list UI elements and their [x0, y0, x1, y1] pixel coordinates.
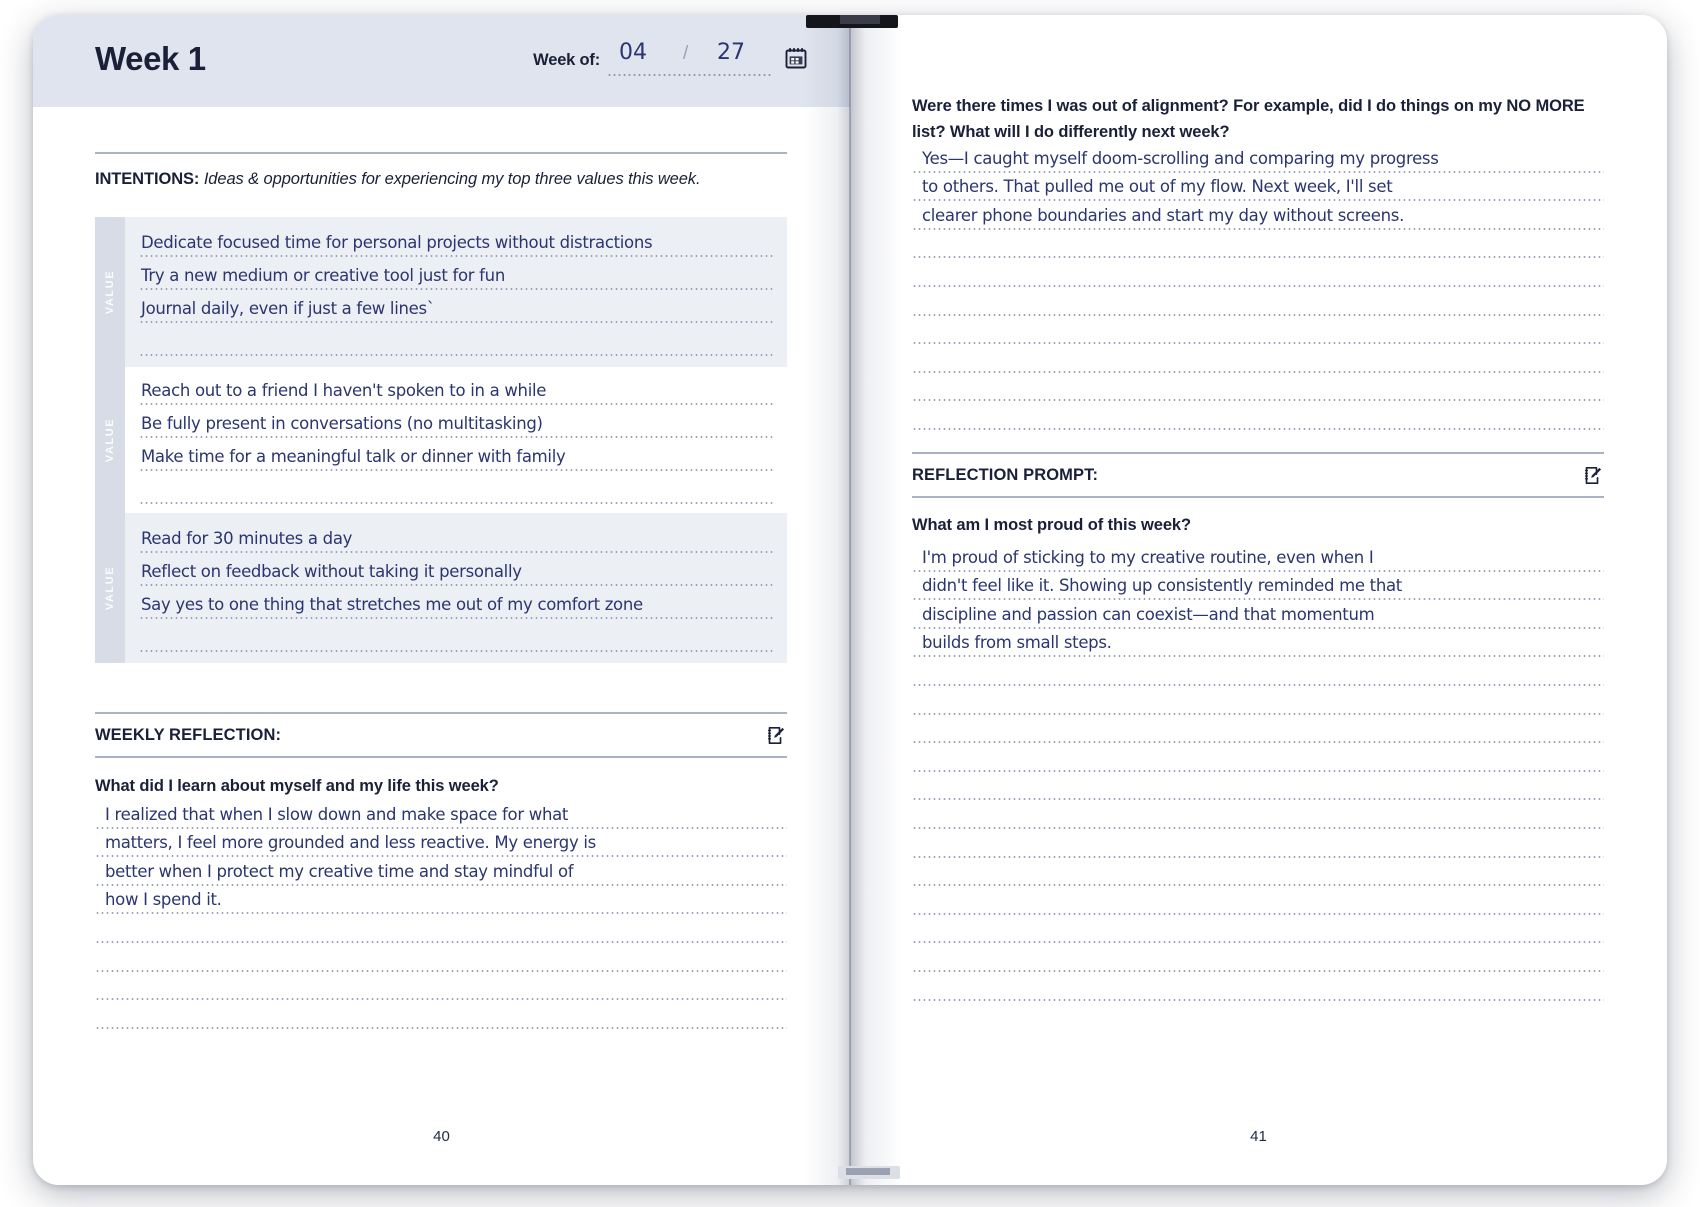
- dotted-rule: [912, 741, 1604, 743]
- gutter-shading-left: [804, 15, 850, 1185]
- reflection-prompt-section: [912, 452, 1604, 498]
- value-line-text: Make time for a meaningful talk or dinner with family: [141, 447, 566, 466]
- dotted-rule: [912, 342, 1604, 344]
- dotted-rule: [912, 770, 1604, 772]
- section-header-row: [912, 454, 1604, 496]
- value-line[interactable]: [139, 325, 775, 358]
- dotted-rule: [912, 314, 1604, 316]
- value-line-text: Dedicate focused time for personal projects without distractions: [141, 233, 653, 252]
- edit-note-icon[interactable]: [766, 725, 787, 746]
- value-line[interactable]: [139, 588, 775, 621]
- answer-line-text: discipline and passion can coexist—and that momentum: [922, 604, 1375, 624]
- answer-line[interactable]: [912, 801, 1604, 830]
- page-title: Week 1: [95, 40, 206, 77]
- reflection-prompt-answer[interactable]: [912, 544, 1604, 1002]
- dotted-rule: [139, 502, 775, 504]
- value-lines-3: [125, 513, 787, 663]
- reflection-prompt-question: What am I most proud of this week?: [912, 516, 1191, 534]
- answer-line[interactable]: [912, 544, 1604, 573]
- dotted-rule: [95, 970, 787, 972]
- dotted-rule: [912, 285, 1604, 287]
- dotted-rule: [912, 399, 1604, 401]
- dotted-rule: [912, 941, 1604, 943]
- answer-line[interactable]: [95, 887, 787, 916]
- intentions-heading: [95, 170, 700, 189]
- week-of-separator: /: [683, 43, 689, 64]
- dotted-rule: [912, 256, 1604, 258]
- spine-bottom-nub-inner: [846, 1168, 890, 1175]
- dotted-rule: [139, 584, 775, 586]
- answer-line[interactable]: [95, 944, 787, 973]
- value-tab-label: VALUE: [104, 565, 116, 611]
- value-tab-3: [95, 513, 125, 663]
- value-line-text: Reach out to a friend I haven't spoken to in a while: [141, 381, 547, 400]
- value-line[interactable]: [139, 440, 775, 473]
- value-block-1: [95, 217, 787, 367]
- dotted-rule: [95, 827, 787, 829]
- answer-line[interactable]: [912, 630, 1604, 659]
- answer-line[interactable]: [912, 859, 1604, 888]
- value-line[interactable]: [139, 226, 775, 259]
- dotted-rule: [139, 617, 775, 619]
- answer-line[interactable]: [95, 915, 787, 944]
- answer-line[interactable]: [95, 973, 787, 1002]
- answer-line-text: how I spend it.: [105, 890, 222, 910]
- answer-line[interactable]: [912, 773, 1604, 802]
- value-line[interactable]: [139, 292, 775, 325]
- alignment-question: Were there times I was out of alignment? For example, did I do things on my NO MORE list? What will I do differently next week?: [912, 97, 1585, 141]
- dotted-rule: [95, 1027, 787, 1029]
- intentions-description: Ideas & opportunities for experiencing my top three values this week.: [203, 170, 701, 188]
- value-line-text: Try a new medium or creative tool just for fun: [141, 266, 506, 285]
- value-block-2: [95, 365, 787, 515]
- dotted-rule: [912, 684, 1604, 686]
- right-page: [850, 15, 1667, 1185]
- dotted-rule: [912, 570, 1604, 572]
- answer-line-text: matters, I feel more grounded and less reactive. My energy is: [105, 833, 596, 853]
- intentions-top-rule: [95, 152, 787, 154]
- dotted-rule: [139, 321, 775, 323]
- value-line[interactable]: [139, 621, 775, 654]
- answer-line[interactable]: [912, 916, 1604, 945]
- value-line[interactable]: [139, 555, 775, 588]
- week-of-month-value: 04: [619, 40, 647, 65]
- answer-line[interactable]: [912, 231, 1604, 260]
- answer-line[interactable]: [912, 402, 1604, 431]
- spine-top-nub-inner: [840, 15, 880, 24]
- reflection-prompt-title: REFLECTION PROMPT:: [912, 465, 1099, 484]
- dotted-rule: [912, 228, 1604, 230]
- value-lines-1: [125, 217, 787, 367]
- calendar-icon[interactable]: [784, 46, 808, 75]
- value-line[interactable]: [139, 407, 775, 440]
- alignment-answer[interactable]: [912, 145, 1604, 431]
- answer-line[interactable]: [912, 887, 1604, 916]
- answer-line-text: to others. That pulled me out of my flow. Next week, I'll set: [922, 177, 1393, 197]
- dotted-rule: [912, 371, 1604, 373]
- dotted-rule: [139, 403, 775, 405]
- value-line[interactable]: [139, 374, 775, 407]
- value-tab-label: VALUE: [104, 269, 116, 315]
- section-bottom-rule: [95, 756, 787, 758]
- value-line[interactable]: [139, 259, 775, 292]
- section-header-row: [95, 714, 787, 756]
- edit-note-icon[interactable]: [1583, 465, 1604, 486]
- open-journal-book: [33, 15, 1667, 1185]
- dotted-rule: [912, 199, 1604, 201]
- dotted-rule: [912, 713, 1604, 715]
- answer-line[interactable]: [912, 317, 1604, 346]
- answer-line[interactable]: [912, 174, 1604, 203]
- answer-line[interactable]: [912, 345, 1604, 374]
- value-tab-2: [95, 365, 125, 515]
- dotted-rule: [139, 469, 775, 471]
- dotted-rule: [912, 827, 1604, 829]
- dotted-rule: [912, 913, 1604, 915]
- answer-line[interactable]: [912, 202, 1604, 231]
- answer-line-text: clearer phone boundaries and start my day without screens.: [922, 205, 1405, 225]
- dotted-rule: [912, 884, 1604, 886]
- answer-line-text: Yes—I caught myself doom-scrolling and comparing my progress: [922, 148, 1439, 168]
- dotted-rule: [912, 598, 1604, 600]
- page-number-left: 40: [433, 1128, 450, 1145]
- value-line[interactable]: [139, 473, 775, 506]
- weekly-reflection-answer[interactable]: [95, 801, 787, 1030]
- answer-line[interactable]: [912, 744, 1604, 773]
- answer-line[interactable]: [95, 858, 787, 887]
- weekly-reflection-section: [95, 712, 787, 758]
- answer-line-text: builds from small steps.: [922, 633, 1112, 653]
- value-tab-1: [95, 217, 125, 367]
- dotted-rule: [95, 941, 787, 943]
- answer-line[interactable]: [95, 830, 787, 859]
- dotted-rule: [95, 855, 787, 857]
- week-of-date-field[interactable]: [607, 42, 772, 76]
- answer-line[interactable]: [912, 687, 1604, 716]
- dotted-rule: [139, 354, 775, 356]
- intentions-label: INTENTIONS:: [95, 170, 200, 188]
- dotted-rule: [912, 655, 1604, 657]
- dotted-rule: [912, 627, 1604, 629]
- answer-line[interactable]: [912, 573, 1604, 602]
- dotted-rule: [912, 798, 1604, 800]
- weekly-reflection-question: What did I learn about myself and my life this week?: [95, 777, 499, 795]
- value-tab-label: VALUE: [104, 417, 116, 463]
- week-of-label: Week of:: [533, 51, 600, 69]
- page-number-right: 41: [1250, 1128, 1267, 1145]
- section-bottom-rule: [912, 496, 1604, 498]
- answer-line[interactable]: [912, 374, 1604, 403]
- answer-line-text: I'm proud of sticking to my creative routine, even when I: [922, 547, 1374, 567]
- dotted-rule: [139, 650, 775, 652]
- dotted-rule: [139, 551, 775, 553]
- value-line-text: Say yes to one thing that stretches me out of my comfort zone: [141, 595, 643, 614]
- dotted-rule: [912, 970, 1604, 972]
- dotted-rule: [912, 856, 1604, 858]
- answer-line[interactable]: [95, 801, 787, 830]
- value-line-text: Read for 30 minutes a day: [141, 529, 353, 548]
- dotted-rule: [139, 436, 775, 438]
- dotted-rule: [139, 255, 775, 257]
- dotted-rule: [139, 288, 775, 290]
- left-page: [33, 15, 850, 1185]
- dotted-rule: [95, 998, 787, 1000]
- dotted-rule: [95, 884, 787, 886]
- answer-line-text: didn't feel like it. Showing up consistently reminded me that: [922, 576, 1402, 596]
- answer-line[interactable]: [912, 288, 1604, 317]
- value-line-text: Be fully present in conversations (no multitasking): [141, 414, 543, 433]
- answer-line[interactable]: [912, 716, 1604, 745]
- value-line[interactable]: [139, 522, 775, 555]
- week-of-day-value: 27: [717, 40, 745, 65]
- answer-line[interactable]: [95, 1001, 787, 1030]
- answer-line[interactable]: [912, 944, 1604, 973]
- answer-line[interactable]: [912, 145, 1604, 174]
- answer-line[interactable]: [912, 259, 1604, 288]
- week-of-dotted-rule: [607, 74, 772, 76]
- answer-line-text: I realized that when I slow down and make space for what: [105, 804, 569, 824]
- gutter-shading-right: [850, 15, 902, 1185]
- dotted-rule: [912, 999, 1604, 1001]
- answer-line[interactable]: [912, 658, 1604, 687]
- dotted-rule: [912, 171, 1604, 173]
- value-line-text: Journal daily, even if just a few lines`: [141, 299, 435, 318]
- answer-line[interactable]: [912, 601, 1604, 630]
- answer-line[interactable]: [912, 973, 1604, 1002]
- answer-line[interactable]: [912, 830, 1604, 859]
- value-lines-2: [125, 365, 787, 515]
- value-block-3: [95, 513, 787, 663]
- dotted-rule: [912, 428, 1604, 430]
- value-line-text: Reflect on feedback without taking it personally: [141, 562, 522, 581]
- answer-line-text: better when I protect my creative time and stay mindful of: [105, 861, 574, 881]
- weekly-reflection-title: WEEKLY REFLECTION:: [95, 725, 282, 744]
- dotted-rule: [95, 912, 787, 914]
